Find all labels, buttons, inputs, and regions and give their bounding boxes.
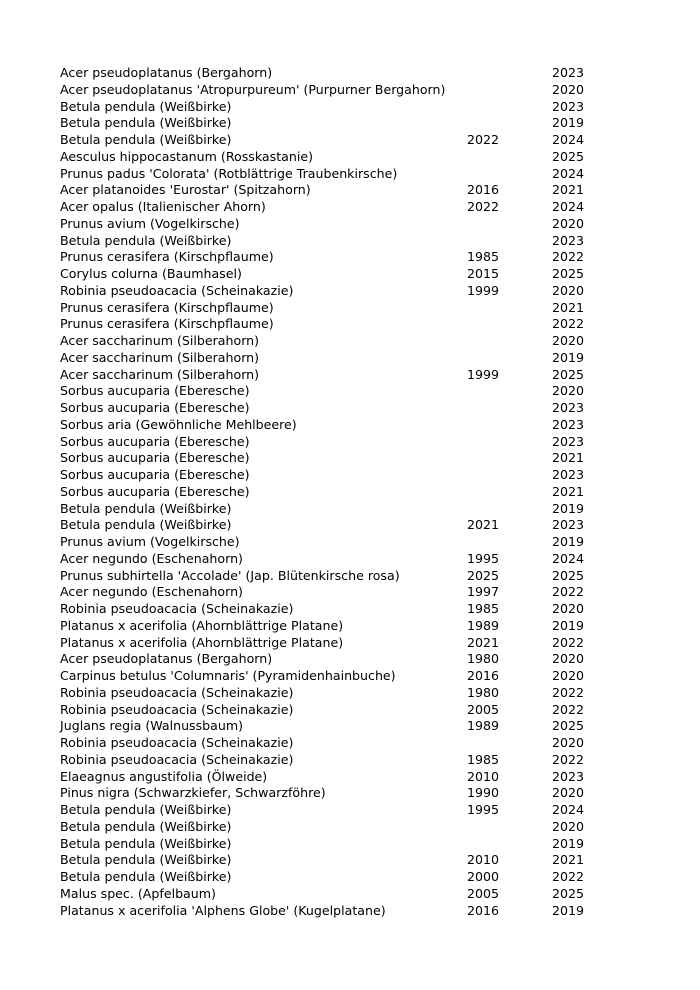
table-row bbox=[60, 417, 592, 434]
tree-name-cell: Betula pendula (Weißbirke) bbox=[60, 802, 232, 817]
tree-name-cell: Elaeagnus angustifolia (Ölweide) bbox=[60, 768, 268, 784]
year-first-cell: 2021 bbox=[467, 517, 500, 533]
table-row bbox=[60, 551, 592, 568]
tree-name-cell: Corylus colurna (Baumhasel) bbox=[60, 266, 242, 281]
year-second-cell: 2019 bbox=[552, 835, 585, 851]
year-first-cell: 2022 bbox=[467, 199, 500, 214]
table-row bbox=[60, 618, 592, 635]
year-first-cell: 1999 bbox=[467, 282, 500, 298]
year-second-cell: 2024 bbox=[552, 132, 585, 147]
year-first-cell bbox=[467, 400, 552, 417]
table-row bbox=[60, 769, 592, 786]
tree-name-cell: Acer pseudoplatanus (Bergahorn) bbox=[60, 65, 273, 80]
year-second-cell: 2021 bbox=[552, 182, 585, 198]
tree-name-cell: Betula pendula (Weißbirke) bbox=[60, 500, 232, 516]
tree-name-cell: Acer opalus (Italienischer Ahorn) bbox=[60, 199, 266, 214]
year-first-cell bbox=[467, 417, 552, 434]
tree-name-cell: Robinia pseudoacacia (Scheinakazie) bbox=[60, 701, 294, 717]
year-second-cell: 2023 bbox=[552, 433, 585, 449]
table-row bbox=[60, 467, 592, 484]
year-second-cell: 2019 bbox=[552, 349, 585, 365]
year-second-cell: 2024 bbox=[552, 199, 585, 214]
year-second-cell: 2022 bbox=[552, 316, 585, 332]
year-first-cell bbox=[467, 434, 552, 451]
table-row bbox=[60, 233, 592, 250]
year-second-cell: 2023 bbox=[552, 416, 585, 432]
year-second-cell: 2021 bbox=[552, 852, 585, 868]
table-row bbox=[60, 249, 592, 266]
table-row bbox=[60, 852, 592, 869]
year-second-cell: 2019 bbox=[552, 902, 585, 918]
tree-name-cell: Sorbus aria (Gewöhnliche Mehlbeere) bbox=[60, 416, 297, 432]
table-row bbox=[60, 836, 592, 853]
year-first-cell bbox=[467, 484, 552, 501]
table-row bbox=[60, 383, 592, 400]
year-second-cell: 2020 bbox=[552, 215, 585, 231]
tree-name-cell: Acer pseudoplatanus (Bergahorn) bbox=[60, 651, 273, 667]
year-first-cell: 2016 bbox=[467, 668, 500, 683]
year-second-cell: 2019 bbox=[552, 500, 585, 516]
tree-name-cell: Betula pendula (Weißbirke) bbox=[60, 852, 232, 868]
year-second-cell: 2020 bbox=[552, 81, 585, 97]
year-first-cell: 1980 bbox=[467, 651, 500, 667]
year-first-cell bbox=[467, 467, 552, 484]
tree-name-cell: Robinia pseudoacacia (Scheinakazie) bbox=[60, 601, 294, 616]
year-first-cell bbox=[467, 115, 552, 132]
year-first-cell bbox=[467, 450, 552, 467]
table-row bbox=[60, 903, 592, 920]
tree-name-cell: Sorbus aucuparia (Eberesche) bbox=[60, 467, 250, 482]
tree-name-cell: Robinia pseudoacacia (Scheinakazie) bbox=[60, 282, 294, 298]
year-second-cell: 2025 bbox=[552, 148, 585, 164]
year-first-cell: 2010 bbox=[467, 852, 500, 868]
tree-name-cell: Betula pendula (Weißbirke) bbox=[60, 835, 232, 851]
table-row bbox=[60, 601, 592, 618]
table-row bbox=[60, 434, 592, 451]
table-row bbox=[60, 651, 592, 668]
table-row bbox=[60, 316, 592, 333]
year-first-cell: 1980 bbox=[467, 684, 500, 700]
tree-name-cell: Acer negundo (Eschenahorn) bbox=[60, 550, 243, 566]
year-first-cell: 1999 bbox=[467, 366, 500, 382]
year-first-cell: 1997 bbox=[467, 584, 500, 600]
year-second-cell: 2020 bbox=[552, 282, 585, 298]
year-second-cell: 2020 bbox=[552, 333, 585, 348]
year-second-cell: 2024 bbox=[552, 802, 585, 817]
year-second-cell: 2021 bbox=[552, 299, 585, 315]
year-first-cell bbox=[467, 65, 552, 82]
table-row bbox=[60, 182, 592, 199]
table-row bbox=[60, 702, 592, 719]
year-first-cell: 1985 bbox=[467, 601, 500, 616]
year-first-cell: 2022 bbox=[467, 132, 500, 147]
year-second-cell: 2022 bbox=[552, 701, 585, 717]
year-second-cell: 2022 bbox=[552, 584, 585, 600]
tree-name-cell: Robinia pseudoacacia (Scheinakazie) bbox=[60, 684, 294, 700]
table-row bbox=[60, 819, 592, 836]
year-first-cell bbox=[467, 166, 552, 183]
tree-name-cell: Sorbus aucuparia (Eberesche) bbox=[60, 400, 250, 415]
tree-name-cell: Betula pendula (Weißbirke) bbox=[60, 517, 232, 533]
tree-name-cell: Platanus x acerifolia (Ahornblättrige Platane) bbox=[60, 634, 344, 650]
year-first-cell bbox=[467, 501, 552, 518]
year-first-cell bbox=[467, 819, 552, 836]
year-first-cell bbox=[467, 316, 552, 333]
table-row bbox=[60, 149, 592, 166]
year-second-cell: 2022 bbox=[552, 249, 585, 265]
year-second-cell: 2020 bbox=[552, 668, 585, 683]
tree-name-cell: Platanus x acerifolia (Ahornblättrige Platane) bbox=[60, 617, 344, 633]
year-first-cell: 2016 bbox=[467, 902, 500, 918]
year-first-cell: 2000 bbox=[467, 869, 500, 884]
table-row bbox=[60, 869, 592, 886]
tree-name-cell: Carpinus betulus 'Columnaris' (Pyramidenhainbuche) bbox=[60, 668, 396, 683]
table-row bbox=[60, 216, 592, 233]
table-row bbox=[60, 199, 592, 216]
table-row bbox=[60, 886, 592, 903]
table-row bbox=[60, 283, 592, 300]
tree-name-cell: Betula pendula (Weißbirke) bbox=[60, 869, 232, 884]
table-row bbox=[60, 534, 592, 551]
year-second-cell: 2025 bbox=[552, 885, 585, 901]
year-first-cell bbox=[467, 300, 552, 317]
table-row bbox=[60, 367, 592, 384]
table-row bbox=[60, 400, 592, 417]
table-row bbox=[60, 785, 592, 802]
tree-name-cell: Betula pendula (Weißbirke) bbox=[60, 132, 232, 147]
tree-name-cell: Sorbus aucuparia (Eberesche) bbox=[60, 450, 250, 466]
tree-name-cell: Betula pendula (Weißbirke) bbox=[60, 98, 232, 114]
tree-name-cell: Pinus nigra (Schwarzkiefer, Schwarzföhre) bbox=[60, 785, 326, 801]
year-first-cell: 1989 bbox=[467, 718, 500, 734]
year-first-cell: 1995 bbox=[467, 802, 500, 817]
year-second-cell: 2023 bbox=[552, 98, 585, 114]
year-second-cell: 2019 bbox=[552, 617, 585, 633]
table-row bbox=[60, 685, 592, 702]
year-first-cell: 2016 bbox=[467, 182, 500, 198]
tree-name-cell: Acer saccharinum (Silberahorn) bbox=[60, 366, 260, 382]
table-row bbox=[60, 517, 592, 534]
year-second-cell: 2023 bbox=[552, 768, 585, 784]
year-second-cell: 2021 bbox=[552, 450, 585, 466]
year-first-cell: 1985 bbox=[467, 751, 500, 767]
year-second-cell: 2020 bbox=[552, 818, 585, 834]
year-first-cell bbox=[467, 836, 552, 853]
year-first-cell: 2025 bbox=[467, 567, 500, 583]
tree-name-cell: Acer negundo (Eschenahorn) bbox=[60, 584, 243, 600]
tree-name-cell: Malus spec. (Apfelbaum) bbox=[60, 885, 216, 901]
table-row bbox=[60, 99, 592, 116]
year-second-cell: 2019 bbox=[552, 115, 585, 131]
year-first-cell bbox=[467, 735, 552, 752]
year-first-cell: 1995 bbox=[467, 550, 500, 566]
table-row bbox=[60, 266, 592, 283]
tree-name-cell: Prunus avium (Vogelkirsche) bbox=[60, 534, 240, 549]
year-first-cell: 1989 bbox=[467, 617, 500, 633]
tree-name-cell: Betula pendula (Weißbirke) bbox=[60, 818, 232, 834]
tree-name-cell: Sorbus aucuparia (Eberesche) bbox=[60, 483, 250, 499]
year-second-cell: 2025 bbox=[552, 366, 585, 382]
year-second-cell: 2023 bbox=[552, 65, 585, 80]
tree-name-cell: Betula pendula (Weißbirke) bbox=[60, 115, 232, 131]
year-first-cell: 2010 bbox=[467, 768, 500, 784]
year-first-cell bbox=[467, 149, 552, 166]
tree-table-body bbox=[60, 65, 592, 919]
year-second-cell: 2023 bbox=[552, 232, 585, 248]
tree-name-cell: Sorbus aucuparia (Eberesche) bbox=[60, 433, 250, 449]
table-row bbox=[60, 752, 592, 769]
year-second-cell: 2025 bbox=[552, 567, 585, 583]
tree-name-cell: Prunus cerasifera (Kirschpflaume) bbox=[60, 299, 274, 315]
table-row bbox=[60, 735, 592, 752]
year-first-cell bbox=[467, 350, 552, 367]
tree-name-cell: Acer pseudoplatanus 'Atropurpureum' (Purpurner Bergahorn) bbox=[60, 81, 446, 97]
table-row bbox=[60, 350, 592, 367]
table-row bbox=[60, 501, 592, 518]
tree-name-cell: Acer saccharinum (Silberahorn) bbox=[60, 333, 260, 348]
table-row bbox=[60, 166, 592, 183]
year-second-cell: 2020 bbox=[552, 383, 585, 399]
year-second-cell: 2022 bbox=[552, 634, 585, 650]
table-row bbox=[60, 115, 592, 132]
table-row bbox=[60, 802, 592, 819]
tree-name-cell: Prunus cerasifera (Kirschpflaume) bbox=[60, 316, 274, 332]
tree-name-cell: Acer saccharinum (Silberahorn) bbox=[60, 349, 260, 365]
table-row bbox=[60, 568, 592, 585]
year-first-cell: 1990 bbox=[467, 785, 500, 801]
tree-name-cell: Prunus subhirtella 'Accolade' (Jap. Blütenkirsche rosa) bbox=[60, 567, 400, 583]
year-first-cell bbox=[467, 216, 552, 233]
year-second-cell: 2022 bbox=[552, 869, 585, 884]
year-second-cell: 2022 bbox=[552, 751, 585, 767]
table-row bbox=[60, 82, 592, 99]
year-second-cell: 2020 bbox=[552, 735, 585, 750]
year-first-cell bbox=[467, 333, 552, 350]
year-second-cell: 2025 bbox=[552, 266, 585, 281]
tree-name-cell: Acer platanoides 'Eurostar' (Spitzahorn) bbox=[60, 182, 311, 198]
tree-name-cell: Sorbus aucuparia (Eberesche) bbox=[60, 383, 250, 399]
year-first-cell: 2005 bbox=[467, 701, 500, 717]
table-row bbox=[60, 65, 592, 82]
year-second-cell: 2020 bbox=[552, 651, 585, 667]
year-first-cell: 2005 bbox=[467, 885, 500, 901]
year-first-cell bbox=[467, 233, 552, 250]
tree-name-cell: Prunus avium (Vogelkirsche) bbox=[60, 215, 240, 231]
tree-name-cell: Aesculus hippocastanum (Rosskastanie) bbox=[60, 148, 313, 164]
table-row bbox=[60, 635, 592, 652]
year-second-cell: 2019 bbox=[552, 534, 585, 549]
table-row bbox=[60, 450, 592, 467]
year-first-cell: 1985 bbox=[467, 249, 500, 265]
year-second-cell: 2023 bbox=[552, 467, 585, 482]
year-second-cell: 2020 bbox=[552, 785, 585, 801]
tree-name-cell: Prunus cerasifera (Kirschpflaume) bbox=[60, 249, 274, 265]
year-second-cell: 2022 bbox=[552, 684, 585, 700]
table-row bbox=[60, 300, 592, 317]
year-second-cell: 2021 bbox=[552, 483, 585, 499]
tree-name-cell: Juglans regia (Walnussbaum) bbox=[60, 718, 244, 734]
year-second-cell: 2023 bbox=[552, 400, 585, 415]
year-second-cell: 2025 bbox=[552, 718, 585, 734]
year-first-cell: 2015 bbox=[467, 266, 500, 281]
year-second-cell: 2023 bbox=[552, 517, 585, 533]
tree-name-cell: Betula pendula (Weißbirke) bbox=[60, 232, 232, 248]
tree-name-cell: Robinia pseudoacacia (Scheinakazie) bbox=[60, 735, 294, 750]
table-row bbox=[60, 333, 592, 350]
tree-table bbox=[60, 65, 592, 919]
year-first-cell: 2021 bbox=[467, 634, 500, 650]
year-second-cell: 2024 bbox=[552, 165, 585, 181]
table-row bbox=[60, 668, 592, 685]
tree-name-cell: Robinia pseudoacacia (Scheinakazie) bbox=[60, 751, 294, 767]
table-row bbox=[60, 132, 592, 149]
table-row bbox=[60, 484, 592, 501]
table-row bbox=[60, 584, 592, 601]
table-row bbox=[60, 718, 592, 735]
year-first-cell bbox=[467, 82, 552, 99]
year-second-cell: 2024 bbox=[552, 550, 585, 566]
tree-name-cell: Prunus padus 'Colorata' (Rotblättrige Traubenkirsche) bbox=[60, 165, 398, 181]
year-first-cell bbox=[467, 534, 552, 551]
year-first-cell bbox=[467, 99, 552, 116]
year-first-cell bbox=[467, 383, 552, 400]
tree-name-cell: Platanus x acerifolia 'Alphens Globe' (Kugelplatane) bbox=[60, 902, 386, 918]
year-second-cell: 2020 bbox=[552, 601, 585, 616]
